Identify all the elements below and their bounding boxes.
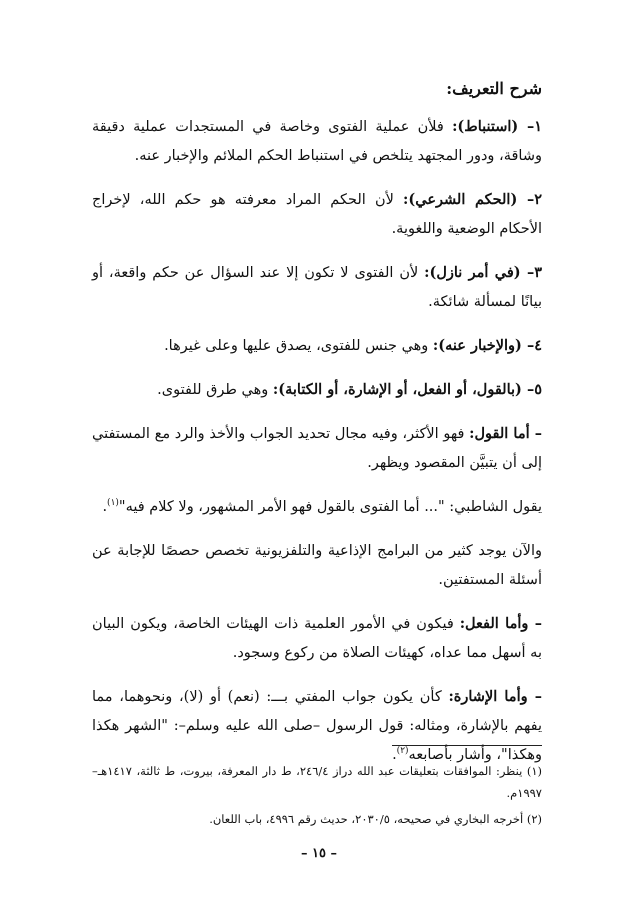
definition-item-5	[92, 375, 542, 405]
item-text: فلأن عملية الفتوى وخاصة في المستجدات عملية دقيقة وشاقة، ودور المجتهد يتلخص في استنباط الحكم الملائم والإخبار عنه.	[92, 119, 542, 164]
definition-item-2	[92, 185, 542, 244]
footnote-1: (١) ينظر: الموافقات بتعليقات عبد الله دراز ٢٤٦/٤، ط دار المعرفة، بيروت، ط ثالثة، ١٤١٧هـ–١٩٩٧م.	[92, 764, 543, 800]
item-end: .	[392, 747, 397, 763]
item-end: .	[102, 499, 108, 515]
item-text: كأن يكون جواب المفتي بـــ: (نعم) أو (لا)، ونحوهما، مما يفهم بالإشارة، ومثاله: قول الرسول –صلى الله عليه وسلم–: "الشهر هكذا وهكذا"، وأشار بأصابعه	[92, 689, 542, 763]
fatwa-by-gesture	[92, 682, 542, 770]
item-label: ٣– (في أمر نازل):	[424, 264, 542, 281]
definition-item-4	[92, 331, 542, 361]
item-label: ١– (استنباط):	[452, 118, 542, 135]
footnote-ref-1[interactable]: (١)	[107, 498, 119, 509]
item-text: فيكون في الأمور العلمية ذات الهيئات الخاصة، ويكون البيان به أسهل مما عداه، كهيئات الصلاة من ركوع وسجود.	[92, 616, 542, 661]
broadcast-paragraph	[92, 536, 542, 595]
item-text: وهي طرق للفتوى.	[157, 382, 273, 398]
item-text: يقول الشاطبي: "... أما الفتوى بالقول فهو الأمر المشهور، ولا كلام فيه"	[118, 499, 542, 515]
page-body	[92, 76, 542, 784]
item-label: – وأما الإشارة:	[448, 688, 542, 705]
item-text: لأن الحكم المراد معرفته هو حكم الله، لإخراج الأحكام الوضعية واللغوية.	[92, 192, 542, 237]
item-label: ٢– (الحكم الشرعي):	[403, 191, 542, 208]
fatwa-by-action	[92, 609, 542, 668]
item-text: فهو الأكثر، وفيه مجال تحديد الجواب والأخذ والرد مع المستفتي إلى أن يتبيَّن المقصود ويظهر.	[92, 426, 542, 471]
footnote-2: (٢) أخرجه البخاري في صحيحه، ٢٠٣٠/٥، حديث رقم ٤٩٩٦، باب اللعان.	[209, 812, 542, 826]
item-label: ٥– (بالقول، أو الفعل، أو الإشارة، أو الكتابة):	[272, 381, 542, 398]
section-heading: شرح التعريف:	[446, 79, 542, 98]
shatibi-quote	[92, 492, 542, 522]
footnotes	[92, 760, 542, 834]
definition-item-3	[92, 258, 542, 317]
footnote-ref-2[interactable]: (٢)	[396, 746, 409, 757]
definition-item-1	[92, 112, 542, 171]
item-text: والآن يوجد كثير من البرامج الإذاعية والتلفزيونية تخصص حصصًا للإجابة عن أسئلة المستفتين.	[92, 543, 542, 588]
item-text: لأن الفتوى لا تكون إلا عند السؤال عن حكم واقعة، أو بيانًا لمسألة شائكة.	[92, 265, 542, 310]
fatwa-by-speech	[92, 419, 542, 478]
item-label: – أما القول:	[469, 425, 542, 442]
page-number: – ١٥ –	[300, 846, 338, 861]
footnote-separator	[392, 745, 542, 746]
item-label: – وأما الفعل:	[459, 615, 542, 632]
item-label: ٤– (والإخبار عنه):	[432, 337, 542, 354]
item-text: وهي جنس للفتوى، يصدق عليها وعلى غيرها.	[164, 338, 433, 354]
